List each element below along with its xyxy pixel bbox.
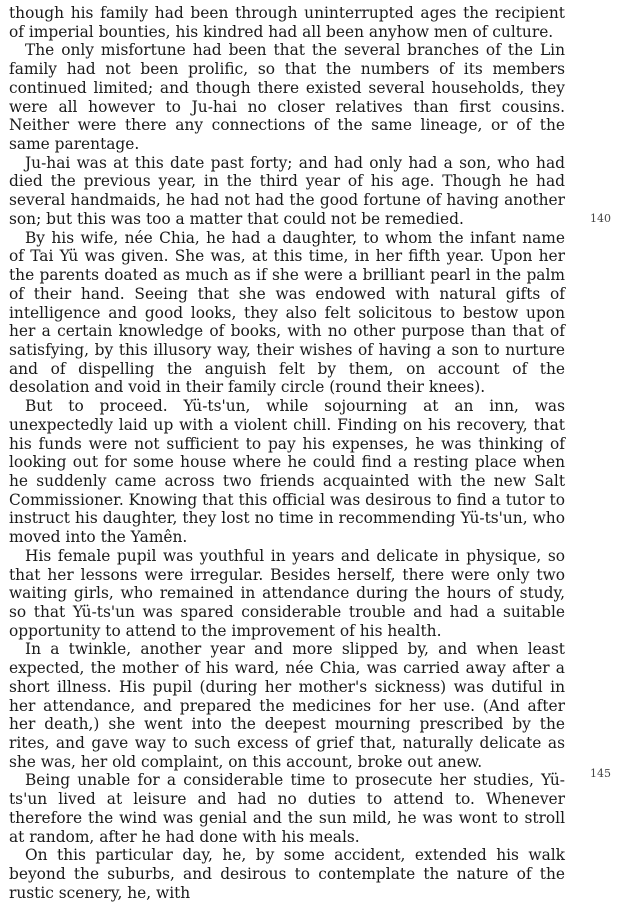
paragraph-6: His female pupil was youthful in years and delicate in physique, so that her lessons were irregular. Besides herself, there were only two waiting girls, who remained in attendance during the hours of study, so that Yü-ts'un was spared considerable trouble and had a suitable opportunity to attend to the improvement of his health. xyxy=(9,546,565,640)
body-text xyxy=(9,4,565,903)
paragraph-7: In a twinkle, another year and more slipped by, and when least expected, the mother of his ward, née Chia, was carried away after a short illness. His pupil (during her mother's sickness) was dutiful in her attendance, and prepared the medicines for her use. (And after her death,) she went into the deepest mourning prescribed by the rites, and gave way to such excess of grief that, naturally delicate as she was, her old complaint, on this account, broke out anew. xyxy=(9,640,565,771)
paragraph-1: though his family had been through uninterrupted ages the recipient of imperial bounties, his kindred had all been anyhow men of culture. xyxy=(9,4,565,41)
line-number-145: 145 xyxy=(590,767,611,780)
paragraph-4: By his wife, née Chia, he had a daughter, to whom the infant name of Tai Yü was given. She was, at this time, in her fifth year. Upon her the parents doated as much as if she were a brilliant pearl in the palm of their hand. Seeing that she was endowed with natural gifts of intelligence and good looks, they also felt solicitous to bestow upon her a certain knowledge of books, with no other purpose than that of satisfying, by this illusory way, their wishes of having a son to nurture and of dispelling the anguish felt by them, on account of the desolation and void in their family circle (round their knees). xyxy=(9,228,565,397)
paragraph-9: On this particular day, he, by some accident, extended his walk beyond the suburbs, and desirous to contemplate the nature of the rustic scenery, he, with xyxy=(9,846,565,902)
paragraph-2: The only misfortune had been that the several branches of the Lin family had not been prolific, so that the numbers of its members continued limited; and though there existed several households, they were all however to Ju-hai no closer relatives than first cousins. Neither were there any connections of the same lineage, or of the same parentage. xyxy=(9,41,565,154)
paragraph-8: Being unable for a considerable time to prosecute her studies, Yü-ts'un lived at leisure and had no duties to attend to. Whenever therefore the wind was genial and the sun mild, he was wont to stroll at random, after he had done with his meals. xyxy=(9,771,565,846)
paragraph-5: But to proceed. Yü-ts'un, while sojourning at an inn, was unexpectedly laid up with a violent chill. Finding on his recovery, that his funds were not sufficient to pay his expenses, he was thinking of looking out for some house where he could find a resting place when he suddenly came across two friends acquainted with the new Salt Commissioner. Knowing that this official was desirous to find a tutor to instruct his daughter, they lost no time in recommending Yü-ts'un, who moved into the Yamên. xyxy=(9,397,565,547)
paragraph-3: Ju-hai was at this date past forty; and had only had a son, who had died the previous year, in the third year of his age. Though he had several handmaids, he had not had the good fortune of having another son; but this was too a matter that could not be remedied. xyxy=(9,153,565,228)
line-number-140: 140 xyxy=(590,212,611,225)
